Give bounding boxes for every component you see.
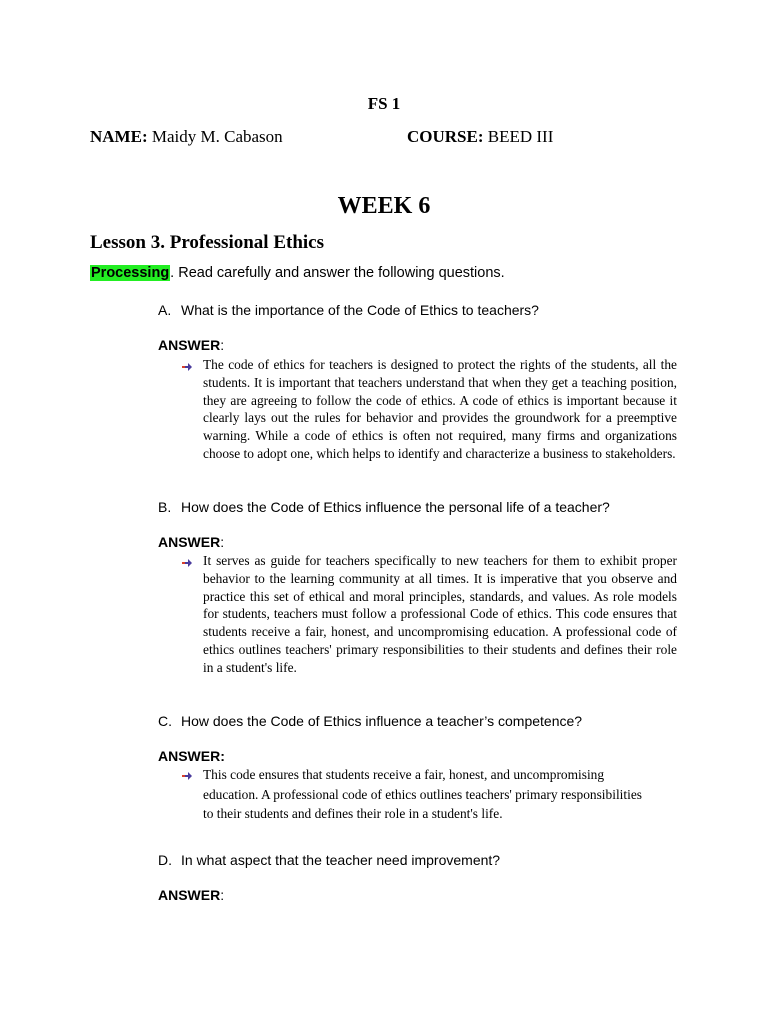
arrow-bullet-icon <box>181 557 193 569</box>
name-label: NAME: <box>90 127 148 146</box>
week-title: WEEK 6 <box>337 193 431 219</box>
question-letter: B. <box>158 499 172 515</box>
question-letter: C. <box>158 713 172 729</box>
answer-colon: : <box>220 337 225 353</box>
instruction-text: . Read carefully and answer the following questions. <box>170 265 505 281</box>
question-letter: A. <box>158 302 172 318</box>
question-c <box>158 713 582 729</box>
answer-label-d <box>158 887 224 903</box>
lesson-title: Lesson 3. Professional Ethics <box>90 232 325 253</box>
question-b <box>158 499 610 515</box>
processing-highlight: Processing <box>91 265 170 281</box>
answer-text-c: This code ensures that students receive a fair, honest, and uncompromising education. A professional code of ethics outlines teachers' primary responsibilities to their students and defines their role in a student's life. <box>203 767 642 821</box>
document-code: FS 1 <box>367 94 401 113</box>
name-line <box>90 127 283 147</box>
question-text: How does the Code of Ethics influence the personal life of a teacher? <box>181 499 610 515</box>
answer-colon: : <box>220 887 225 903</box>
answer-text-b: It serves as guide for teachers specifically to new teachers for them to exhibit proper behavior to the learning community at all times. It is imperative that you observe and practice this set of ethical and moral principles, standards, and values. As role models for students, teachers must follow a professional Code of ethics. This code ensures that students receive a fair, honest, and uncompromising education. A professional code of ethics outlines teachers' primary responsibilities to their students and defines their role in a student's life. <box>203 553 677 675</box>
answer-label-text: ANSWER <box>158 337 221 353</box>
answer-label-text: ANSWER: <box>158 748 225 764</box>
question-letter: D. <box>158 852 172 868</box>
answer-colon: : <box>220 534 225 550</box>
answer-label-text: ANSWER <box>158 887 221 903</box>
course-label: COURSE: <box>407 127 484 146</box>
arrow-bullet-icon <box>181 361 193 373</box>
answer-text-a: The code of ethics for teachers is designed to protect the rights of the students, all the students. It is important that teachers understand that when they get a teaching position, they are agreeing to follow the code of ethics. A code of ethics is important because it clearly lays out the rules for behavior and provides the groundwork for a preemptive warning. While a code of ethics is often not required, many firms and organizations choose to adopt one, which helps to identify and characterize a business to stakeholders. <box>203 357 677 461</box>
course-line <box>407 127 553 147</box>
arrow-bullet-icon <box>181 770 193 782</box>
question-text: What is the importance of the Code of Ethics to teachers? <box>181 302 539 318</box>
question-text: In what aspect that the teacher need improvement? <box>181 852 501 868</box>
question-a <box>158 302 539 318</box>
name-value: Maidy M. Cabason <box>151 127 283 146</box>
answer-label-text: ANSWER <box>158 534 221 550</box>
answer-label-b <box>158 534 224 550</box>
course-value: BEED III <box>487 127 554 146</box>
instruction <box>90 265 505 281</box>
question-text: How does the Code of Ethics influence a teacher’s competence? <box>181 713 583 729</box>
question-d <box>158 852 500 868</box>
answer-label-c <box>158 748 225 764</box>
answer-label-a <box>158 337 224 353</box>
